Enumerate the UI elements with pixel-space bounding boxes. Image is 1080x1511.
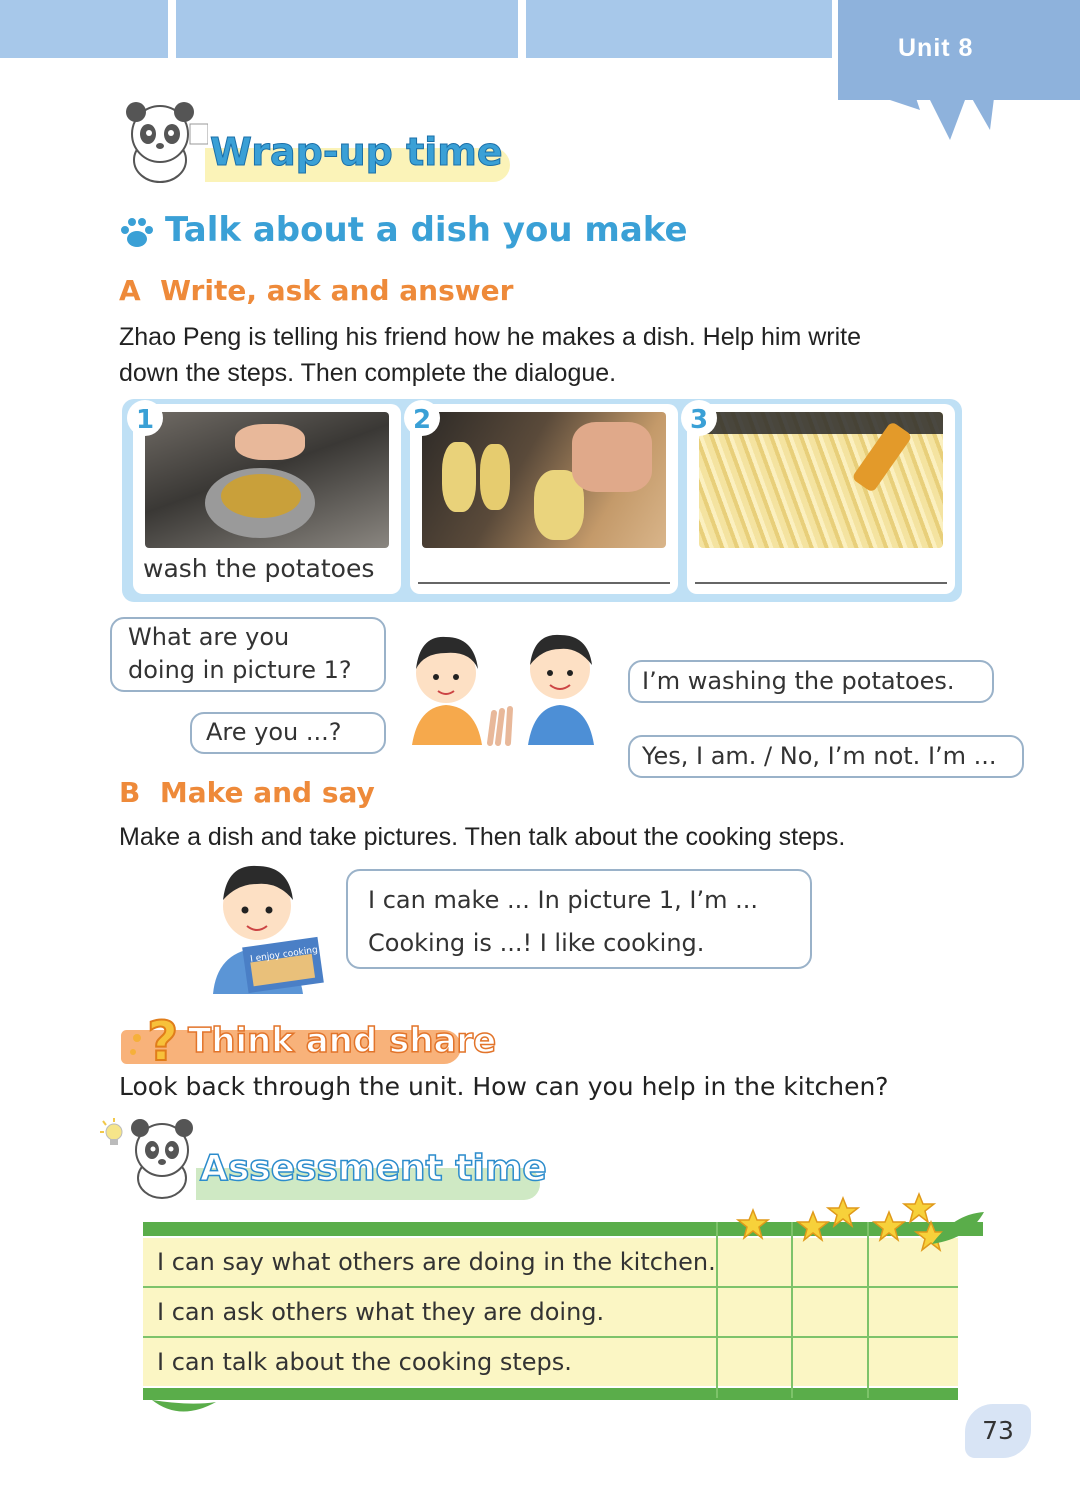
top-banner-2	[176, 0, 518, 58]
part-a-instructions-line2: down the steps. Then complete the dialogue.	[119, 359, 617, 387]
answer-2-text: Yes, I am. / No, I’m not. I’m ...	[642, 742, 997, 770]
rating-cell-2-2[interactable]	[793, 1288, 867, 1336]
photo-cut-potatoes	[422, 412, 666, 548]
rating-cell-3-1[interactable]	[718, 1338, 791, 1386]
top-banner-1	[0, 0, 168, 58]
speech-line-2: Cooking is ...! I like cooking.	[368, 929, 705, 957]
table-bottom-bar	[143, 1388, 958, 1400]
leaf-decoration-table	[930, 1210, 986, 1250]
star-rating-2-icon	[796, 1196, 862, 1244]
answer-line-2[interactable]	[418, 582, 670, 584]
leaf-decoration-bottom	[150, 1396, 220, 1422]
picture-card-2	[410, 404, 678, 594]
wrapup-title: Wrap-up time	[210, 130, 503, 174]
part-b-instructions: Make a dish and take pictures. Then talk about the cooking steps.	[119, 823, 846, 851]
rating-cell-3-3[interactable]	[869, 1338, 958, 1386]
rating-cell-2-3[interactable]	[869, 1288, 958, 1336]
picture-card-3	[687, 404, 955, 594]
rating-cell-1-2[interactable]	[793, 1238, 867, 1286]
assessment-item-2: I can ask others what they are doing.	[157, 1298, 605, 1326]
svg-text:?: ?	[147, 1010, 179, 1068]
rating-cell-3-2[interactable]	[793, 1338, 867, 1386]
answer-bubble-2	[628, 735, 1024, 778]
think-question: Look back through the unit. How can you help in the kitchen?	[119, 1072, 889, 1101]
answer-bubble-1	[628, 660, 994, 703]
think-title: Think and share	[188, 1021, 497, 1061]
part-a-instructions-line1: Zhao Peng is telling his friend how he makes a dish. Help him write	[119, 323, 862, 351]
question-bubble-1	[110, 617, 386, 692]
rating-cell-1-1[interactable]	[718, 1238, 791, 1286]
speech-line-1: I can make ... In picture 1, I’m ...	[368, 886, 758, 914]
page-number: 73	[965, 1404, 1031, 1458]
part-a-heading: A Write, ask and answer	[119, 274, 514, 307]
assessment-item-3: I can talk about the cooking steps.	[157, 1348, 572, 1376]
question-1-line2: doing in picture 1?	[128, 656, 352, 684]
assessment-title: Assessment time	[200, 1148, 547, 1189]
picture-number-2: 2	[404, 400, 440, 436]
question-bubble-2	[190, 712, 386, 754]
star-rating-1-icon	[736, 1208, 770, 1240]
photo-fry-potatoes	[699, 412, 943, 548]
book-label: I enjoy cooking	[249, 945, 319, 965]
panda-assessment-icon	[124, 1116, 202, 1202]
picture-number-3: 3	[681, 400, 717, 436]
speech-bubble-b	[346, 869, 812, 969]
paw-icon	[119, 217, 155, 249]
photo-wash-potatoes	[145, 412, 389, 548]
top-banner-3	[526, 0, 832, 58]
question-2-text: Are you ...?	[206, 718, 342, 746]
answer-line-3[interactable]	[695, 582, 947, 584]
picture-number-1: 1	[127, 400, 163, 436]
assessment-item-1: I can say what others are doing in the kitchen.	[157, 1248, 716, 1276]
picture-card-1	[133, 404, 401, 594]
panda-icon	[112, 98, 208, 188]
unit-label: Unit 8	[898, 34, 974, 62]
leaf-decoration	[880, 70, 1000, 150]
picture-caption-1: wash the potatoes	[143, 554, 375, 583]
part-b-heading: B Make and say	[119, 776, 375, 809]
task-title: Talk about a dish you make	[165, 210, 688, 250]
question-1-line1: What are you	[128, 623, 290, 651]
answer-1-text: I’m washing the potatoes.	[642, 667, 955, 695]
rating-cell-2-1[interactable]	[718, 1288, 791, 1336]
boy-with-book-illustration	[205, 856, 325, 998]
question-mark-icon	[125, 1008, 187, 1068]
children-illustration	[398, 625, 612, 750]
